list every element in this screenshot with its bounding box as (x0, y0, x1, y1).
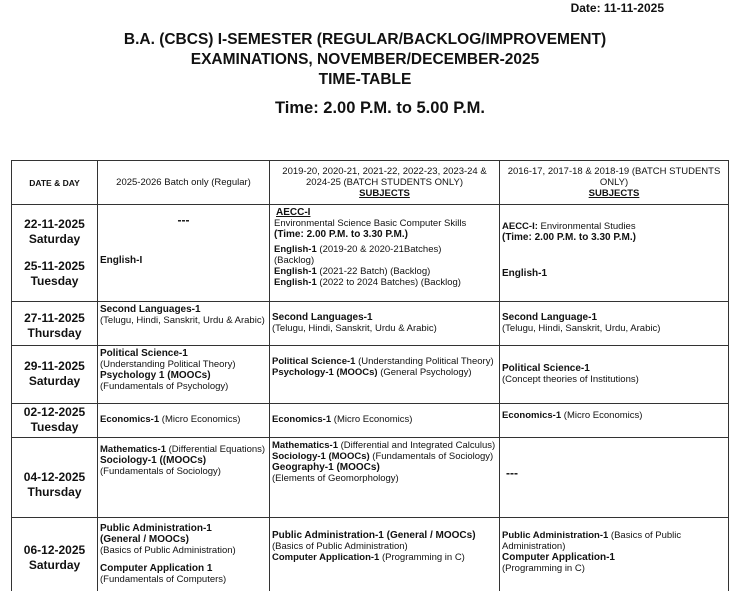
old-subject-cell (500, 205, 729, 302)
table-row (12, 518, 729, 591)
header-regular-batch: 2025-2026 Batch only (Regular) (98, 161, 270, 205)
exam-day: Tuesday (30, 274, 79, 288)
header-backlog-batch (270, 161, 500, 205)
subject-title: English-1 (502, 268, 548, 279)
subject-description: (Telugu, Hindi, Sanskrit, Urdu & Arabic) (100, 315, 265, 326)
subject-title: Psychology-1 (MOOCs) (272, 367, 378, 378)
subject-time: (Time: 2.00 P.M. to 3.30 P.M.) (274, 229, 408, 240)
subject-title: Sociology-1 ((MOOCs) (100, 455, 207, 466)
subject-entry (502, 221, 726, 232)
subject-description: (Understanding Political Theory) (100, 359, 236, 370)
subject-title: (General / MOOCs) (100, 534, 189, 545)
subject-description: (2021-22 Batch) (Backlog) (316, 266, 431, 277)
old-subject-cell (500, 438, 729, 518)
subject-title: English-I (100, 255, 143, 266)
subject-entry (100, 444, 267, 455)
date-cell (12, 438, 98, 518)
subject-description: (Backlog) (274, 255, 315, 266)
table-row (12, 404, 729, 438)
subject-entry (272, 414, 497, 425)
header-date-day: DATE & DAY (12, 161, 98, 205)
subject-title: Computer Application-1 (502, 552, 615, 563)
subject-description: (Basics of Public Administration) (502, 530, 682, 552)
subject-description: (Fundamentals of Sociology) (369, 451, 494, 462)
header-backlog-subjects: SUBJECTS (359, 188, 410, 199)
subject-description: (Differential and Integrated Calculus) (338, 440, 496, 451)
document-heading: TIME-TABLE (318, 71, 412, 88)
subject-description: (2022 to 2024 Batches) (Backlog) (316, 277, 461, 288)
subject-entry (274, 277, 497, 288)
subject-title: Political Science-1 (100, 348, 188, 359)
subject-entry (274, 266, 497, 277)
old-subject-cell (500, 346, 729, 404)
backlog-subject-cell (270, 518, 500, 591)
date-cell (12, 205, 98, 302)
date-cell (12, 302, 98, 346)
subject-title: Computer Application-1 (272, 552, 380, 563)
subject-title: English-1 (274, 244, 317, 255)
document-date: Date: 11-11-2025 (570, 1, 664, 15)
regular-subject-cell (98, 205, 270, 302)
subject-title: Public Administration-1 (General / MOOCs) (272, 530, 476, 541)
table-row (12, 346, 729, 404)
date-cell (12, 518, 98, 591)
subject-description: (Micro Economics) (159, 414, 241, 425)
subject-description: (Telugu, Hindi, Sanskrit, Urdu & Arabic) (272, 323, 437, 334)
backlog-subject-cell (270, 404, 500, 438)
subject-description: (Basics of Public Administration) (100, 545, 236, 556)
old-subject-cell (500, 302, 729, 346)
exam-date: 02-12-2025 (23, 405, 86, 419)
document-title: B.A. (CBCS) I-SEMESTER (REGULAR/BACKLOG/IMPROVEMENT) (123, 31, 607, 48)
subject-description: Environmental Studies (537, 221, 636, 232)
subject-description: (Fundamentals of Psychology) (100, 381, 229, 392)
exam-day: Saturday (28, 232, 81, 246)
subject-title: AECC-I: (502, 221, 538, 232)
exam-date: 04-12-2025 (23, 470, 86, 484)
header-old-subjects: SUBJECTS (588, 188, 640, 199)
subject-description: (Micro Economics) (561, 410, 643, 421)
exam-date: 27-11-2025 (24, 311, 85, 325)
subject-title: Political Science-1 (502, 363, 590, 374)
regular-subject-cell (98, 518, 270, 591)
subject-description: (2019-20 & 2020-21Batches) (316, 244, 442, 255)
subject-title: Geography-1 (MOOCs) (272, 462, 380, 473)
subject-entry (272, 451, 497, 462)
regular-subject-cell (98, 438, 270, 518)
exam-date: 25-11-2025 (24, 259, 85, 273)
subject-entry (502, 410, 726, 421)
header-old-batch-label: 2016-17, 2017-18 & 2018-19 (BATCH STUDENTS ONLY) (507, 166, 721, 188)
header-old-batch (500, 161, 729, 205)
exam-date: 29-11-2025 (24, 359, 85, 373)
subject-title: Psychology 1 (MOOCs) (100, 370, 211, 381)
subject-title: AECC-I (276, 207, 311, 218)
subject-title: Computer Application 1 (100, 563, 213, 574)
subject-title: Second Languages-1 (272, 312, 373, 323)
subject-title: Second Language-1 (502, 312, 598, 323)
table-row (12, 438, 729, 518)
exam-day: Thursday (27, 485, 82, 499)
subject-title: Mathematics-1 (272, 440, 338, 451)
old-subject-cell (500, 518, 729, 591)
subject-title: Economics-1 (272, 414, 332, 425)
subject-title: Sociology-1 (MOOCs) (272, 451, 370, 462)
subject-description: (Programming in C) (379, 552, 465, 563)
date-cell (12, 404, 98, 438)
subject-title: Public Administration-1 (502, 530, 609, 541)
subject-description: (Fundamentals of Sociology) (100, 466, 221, 477)
time-table (11, 160, 729, 591)
subject-title: Mathematics-1 (100, 444, 166, 455)
subject-title: English-1 (274, 277, 317, 288)
subject-title: Economics-1 (100, 414, 160, 425)
subject-title: English-1 (274, 266, 317, 277)
subject-entry (274, 244, 497, 255)
exam-day: Saturday (28, 558, 81, 572)
exam-date: 06-12-2025 (23, 543, 86, 557)
backlog-subject-cell (270, 205, 500, 302)
regular-subject-cell (98, 346, 270, 404)
document-subtitle: EXAMINATIONS, NOVEMBER/DECEMBER-2025 (190, 51, 540, 68)
no-exam-placeholder: --- (506, 466, 518, 480)
subject-description: (Micro Economics) (331, 414, 413, 425)
subject-description: (Basics of Public Administration) (272, 541, 408, 552)
backlog-subject-cell (270, 346, 500, 404)
table-header-row (12, 161, 729, 205)
exam-date: 22-11-2025 (24, 217, 85, 231)
regular-subject-cell (98, 302, 270, 346)
subject-description: (Programming in C) (502, 563, 585, 574)
subject-description: (Telugu, Hindi, Sanskrit, Urdu, Arabic) (502, 323, 661, 334)
backlog-subject-cell (270, 302, 500, 346)
subject-entry (272, 367, 497, 378)
subject-description: Environmental Science Basic Computer Skills (274, 218, 467, 229)
subject-entry (272, 440, 497, 451)
date-cell (12, 346, 98, 404)
exam-time: Time: 2.00 P.M. to 5.00 P.M. (274, 99, 485, 117)
exam-day: Tuesday (30, 420, 79, 434)
exam-day: Saturday (28, 374, 81, 388)
subject-entry (100, 414, 267, 425)
subject-entry (272, 552, 497, 563)
subject-title: Public Administration-1 (100, 523, 212, 534)
no-exam-placeholder: --- (177, 213, 190, 227)
subject-entry (502, 530, 726, 552)
subject-description: (Fundamentals of Computers) (100, 574, 227, 585)
header-backlog-batch-label: 2019-20, 2020-21, 2021-22, 2022-23, 2023-24 & 2024-25 (BATCH STUDENTS ONLY) (282, 166, 487, 188)
subject-description: (Understanding Political Theory) (355, 356, 494, 367)
subject-title: Economics-1 (502, 410, 562, 421)
exam-day: Thursday (27, 326, 82, 340)
old-subject-cell (500, 404, 729, 438)
subject-title: Second Languages-1 (100, 304, 201, 315)
subject-time: (Time: 2.00 P.M. to 3.30 P.M.) (502, 232, 636, 243)
subject-description: (Differential Equations) (166, 444, 266, 455)
regular-subject-cell (98, 404, 270, 438)
table-row (12, 302, 729, 346)
table-row (12, 205, 729, 302)
subject-entry (272, 356, 497, 367)
subject-description: (General Psychology) (377, 367, 472, 378)
subject-description: (Elements of Geomorphology) (272, 473, 399, 484)
subject-description: (Concept theories of Institutions) (502, 374, 639, 385)
subject-title: Political Science-1 (272, 356, 356, 367)
backlog-subject-cell (270, 438, 500, 518)
